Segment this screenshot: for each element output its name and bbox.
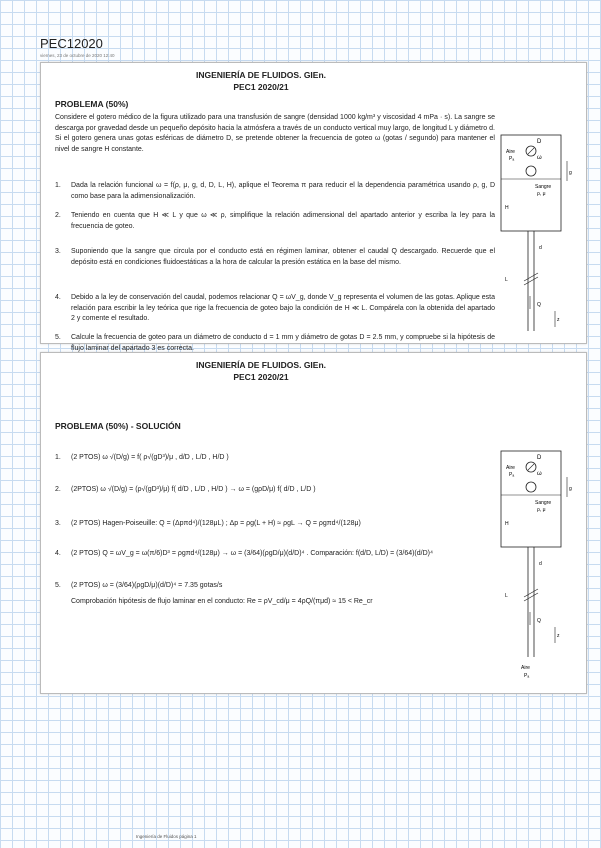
label-d: d bbox=[539, 245, 542, 251]
label-D: D bbox=[537, 455, 542, 461]
solution-number: 4. bbox=[55, 550, 61, 557]
label-H: H bbox=[505, 521, 509, 527]
label-blood: Sangre bbox=[535, 500, 552, 506]
problem-statement: Considere el gotero médico de la figura utilizado para una transfusión de sangre (densidad 1000 kg/m³ y viscosidad 4 mPa · s). La sangre se descarga por gravedad desde un pequeño depósito hacia la atmósfera a través de un conducto vertical muy largo, de longitud L y diámetro d. Si el gotero genera unas gotas esféricas de diámetro D, se pretende obtener la frecuencia de goteo ω (gotas / segundo) para mantener el nivel de sangre H constante. bbox=[55, 114, 495, 153]
question-text: Teniendo en cuenta que H ≪ L y que ω ≪ ρ, simplifique la relación adimensional del apartado anterior y escriba la ley para la frecuencia de goteo. bbox=[71, 212, 495, 230]
label-g: g bbox=[569, 486, 572, 492]
page-footer: Ingeniería de Fluidos página 1 bbox=[136, 834, 197, 839]
label-rho-mu: ρ, μ bbox=[537, 507, 546, 513]
label-rho-mu: ρ, μ bbox=[537, 191, 546, 197]
drip-diagram bbox=[493, 447, 573, 687]
solution-number: 3. bbox=[55, 520, 61, 527]
label-pa: Pₐ bbox=[509, 472, 515, 478]
notebook-date: viernes, 23 de octubre de 2020 12:40 bbox=[40, 53, 115, 58]
laminar-check: Comprobación hipótesis de flujo laminar en el conducto: Re = ρV_cd/μ = 4ρQ/(πμd) ≈ 15 < Re_cr bbox=[71, 598, 373, 605]
solution-number: 1. bbox=[55, 454, 61, 461]
label-pa: Pₐ bbox=[509, 156, 515, 162]
question-item bbox=[55, 293, 495, 325]
solution-text: (2PTOS) ω √(D/g) = (ρ√(gD³)/μ) f( d/D , L/D , H/D ) → ω = (gρD/μ) f( d/D , L/D ) bbox=[71, 486, 316, 493]
notebook-title: PEC12020 bbox=[40, 36, 103, 51]
question-number: 5. bbox=[55, 334, 61, 341]
question-text: Dada la relación funcional ω = f(ρ, μ, g, d, D, L, H), aplique el Teorema π para reducir el la dependencia paramétrica usando ρ, g, D como base para la adimensionalización. bbox=[71, 182, 495, 200]
question-item bbox=[55, 211, 495, 232]
label-D: D bbox=[537, 139, 542, 145]
label-Q: Q bbox=[537, 302, 541, 308]
question-text: Debido a la ley de conservación del caudal, podemos relacionar Q = ωV_g, donde V_g representa el volumen de las gotas. Aplique esta relación para escribir la ley teórica que rige la frecuencia de goteo bajo la condición de H ≪ L. Compárela con la obtenida del apartado 2 y comente el resultado. bbox=[71, 294, 495, 322]
label-g: g bbox=[569, 170, 572, 176]
label-omega: ω bbox=[537, 471, 542, 477]
solution-item bbox=[55, 581, 495, 592]
page-subtitle: PEC1 2020/21 bbox=[233, 82, 289, 92]
label-z: z bbox=[557, 633, 560, 639]
label-Q: Q bbox=[537, 618, 541, 624]
page-subtitle: PEC1 2020/21 bbox=[233, 372, 289, 382]
solution-heading: PROBLEMA (50%) - SOLUCIÓN bbox=[55, 421, 181, 431]
question-number: 2. bbox=[55, 212, 61, 219]
label-pa-bottom: Pₐ bbox=[524, 673, 530, 679]
label-blood: Sangre bbox=[535, 184, 552, 190]
solution-page bbox=[40, 352, 587, 694]
solution-item bbox=[55, 519, 495, 530]
label-air: Aire bbox=[506, 149, 515, 155]
solution-text: (2 PTOS) ω = (3/64)(ρgD/μ)(d/D)⁴ = 7.35 gotas/s bbox=[71, 582, 223, 589]
question-item bbox=[55, 247, 495, 268]
label-omega: ω bbox=[537, 155, 542, 161]
question-number: 4. bbox=[55, 294, 61, 301]
question-text: Suponiendo que la sangre que circula por el conducto está en régimen laminar, obtener el caudal Q descargado. Recuerde que el depósito está en condiciones fluidoestáticas a la hora de calcular la presión estática en la base del mismo. bbox=[71, 248, 495, 266]
label-air: Aire bbox=[506, 465, 515, 471]
solution-text: (2 PTOS) Q = ωV_g = ω(π/6)D³ = ρgπd⁴/(128μ) → ω = (3/64)(ρgD/μ)(d/D)⁴ . Comparación: f(d/D, L/D) = (3/64)(d/D)⁴ bbox=[71, 550, 433, 557]
label-L: L bbox=[505, 277, 508, 283]
problem-heading: PROBLEMA (50%) bbox=[55, 99, 129, 109]
problem-page bbox=[40, 62, 587, 352]
label-air-bottom: Aire bbox=[521, 665, 530, 671]
solution-text: (2 PTOS) Hagen-Poiseuille: Q = (Δpπd⁴)/(128μL) ; Δp = ρg(L + H) ≈ ρgL → Q = ρgπd⁴/(128μ) bbox=[71, 520, 361, 527]
label-H: H bbox=[505, 205, 509, 211]
question-number: 1. bbox=[55, 182, 61, 189]
label-L: L bbox=[505, 593, 508, 599]
question-number: 3. bbox=[55, 248, 61, 255]
label-d: d bbox=[539, 561, 542, 567]
solution-item bbox=[55, 453, 495, 464]
solution-item bbox=[55, 549, 495, 560]
question-text: Calcule la frecuencia de goteo para un diámetro de conducto d = 1 mm y diámetro de gotas D = 2.5 mm, y compruebe si la hipótesis de flujo laminar del apartado 3 es correcta. bbox=[71, 334, 495, 352]
question-item bbox=[55, 333, 495, 354]
drip-diagram bbox=[493, 131, 573, 341]
label-z: z bbox=[557, 317, 560, 323]
solution-item bbox=[55, 485, 495, 496]
page-title: INGENIERÍA DE FLUIDOS. GIEn. bbox=[195, 360, 327, 370]
solution-number: 5. bbox=[55, 582, 61, 589]
question-item bbox=[55, 181, 495, 202]
solution-number: 2. bbox=[55, 486, 61, 493]
solution-text: (2 PTOS) ω √(D/g) = f( ρ√(gD³)/μ , d/D , L/D , H/D ) bbox=[71, 454, 229, 461]
page-title: INGENIERÍA DE FLUIDOS. GIEn. bbox=[195, 70, 327, 80]
